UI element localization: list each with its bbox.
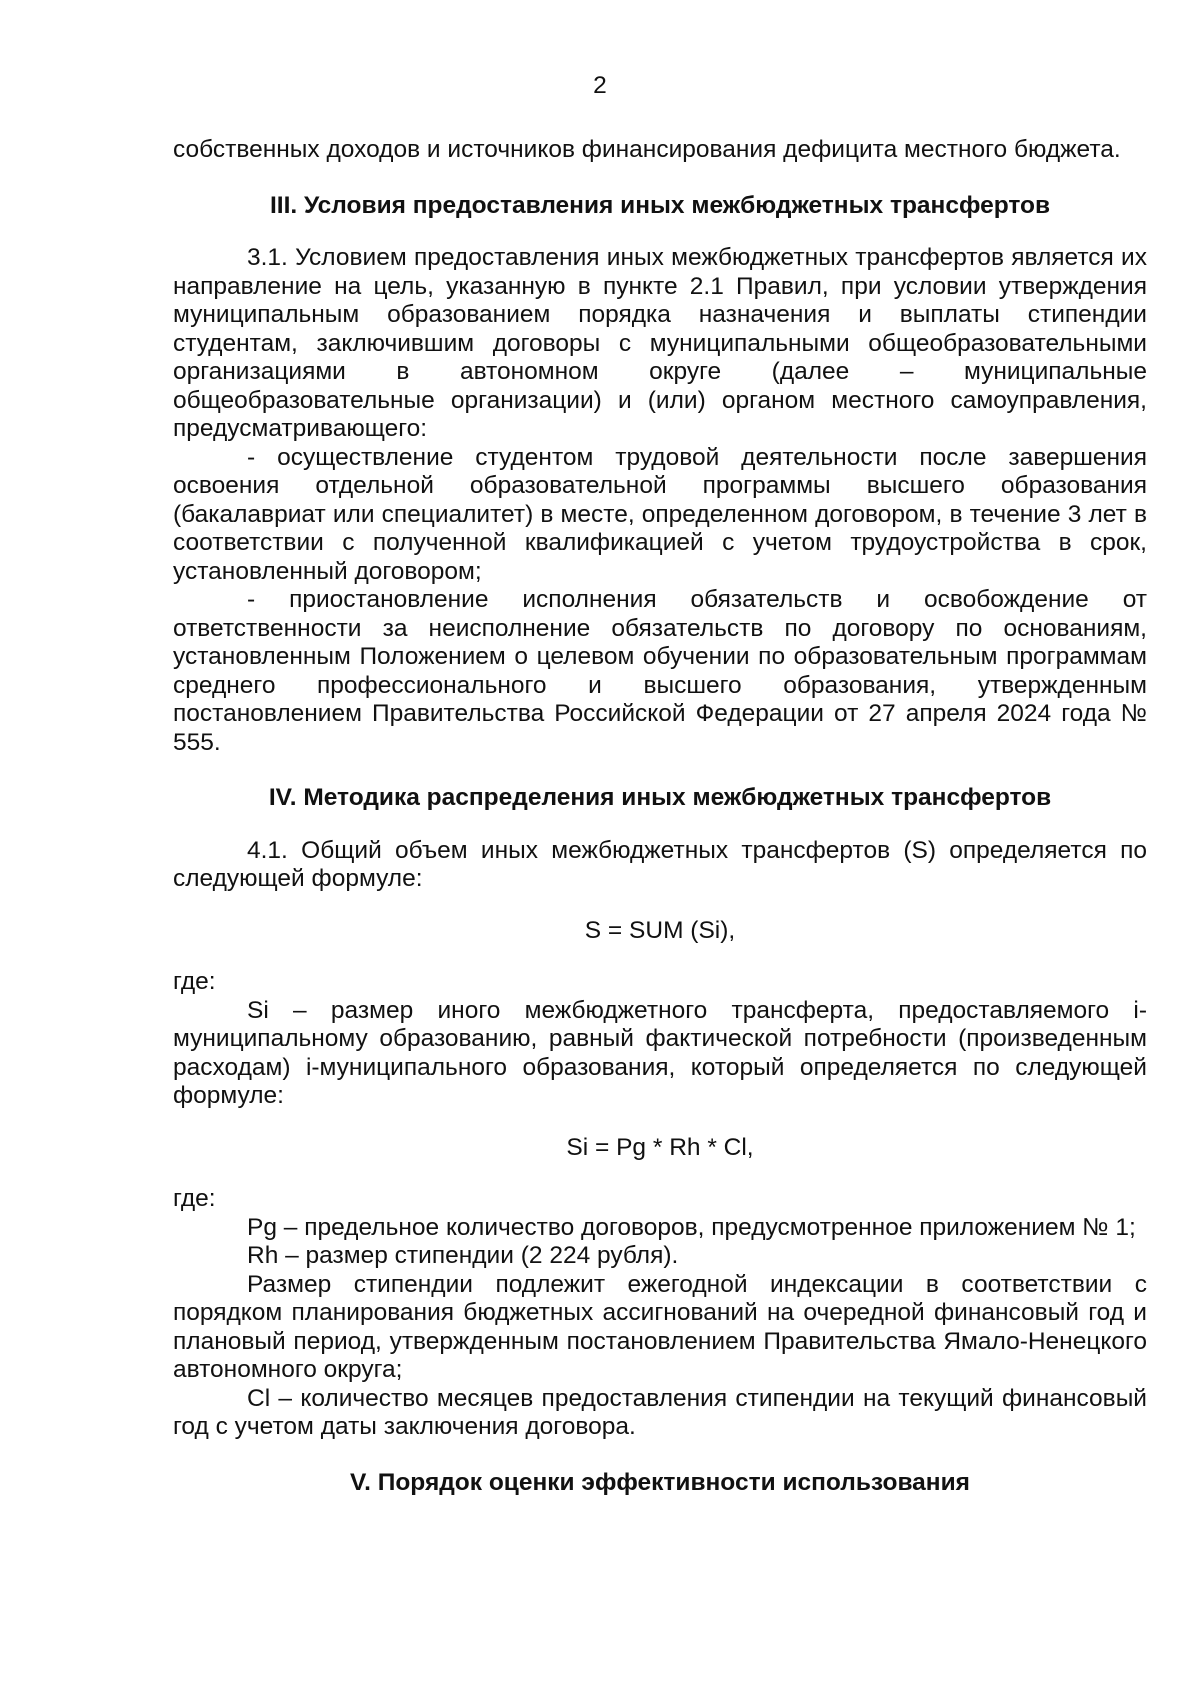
formula-total: S = SUM (Si), [584, 916, 736, 944]
indexation-paragraph: Размер стипендии подлежит ежегодной индексации в соответствии с порядком планирования бюджетных ассигнований на очередной финансовый год и плановый период, утвержденным постановлением Правительства Ямало-Ненецкого автономного округа; [173, 1270, 1147, 1383]
document-body [173, 136, 1147, 1497]
paragraph-4-1: 4.1. Общий объем иных межбюджетных трансфертов (S) определяется по следующей формуле: [173, 836, 1147, 892]
formula-si: Si = Pg * Rh * Cl, [566, 1133, 754, 1161]
si-definition: Si – размер иного межбюджетного трансферта, предоставляемого i-муниципальному образованию, равный фактической потребности (произведенным расходам) i-муниципального образования, который определяется по следующей формуле: [173, 996, 1147, 1109]
condition-bullet-1: - осуществление студентом трудовой деятельности после завершения освоения отдельной образовательной программы высшего образования (бакалавриат или специалитет) в месте, определенном договором, в течение 3 лет в соответствии с полученной квалификацией с учетом трудоустройства в срок, установленный договором; [173, 443, 1147, 585]
where-label-1: где: [173, 968, 216, 995]
page-number: 2 [593, 72, 607, 99]
condition-bullet-2: - приостановление исполнения обязательств и освобождение от ответственности за неисполнение обязательств по договору по основаниям, установленным Положением о целевом обучении по образовательным программам среднего профессионального и высшего образования, утвержденным постановлением Правительства Российской Федерации от 27 апреля 2024 года № 555. [173, 586, 1147, 756]
section-3-title: III. Условия предоставления иных межбюджетных трансфертов [269, 191, 1051, 219]
where-label-2: где: [173, 1185, 216, 1212]
section-5-title: V. Порядок оценки эффективности использования [350, 1468, 970, 1496]
intro-continuation: собственных доходов и источников финансирования дефицита местного бюджета. [173, 136, 1121, 163]
cl-definition: Cl – количество месяцев предоставления стипендии на текущий финансовый год с учетом даты заключения договора. [173, 1384, 1147, 1440]
paragraph-3-1: 3.1. Условием предоставления иных межбюджетных трансфертов является их направление на цель, указанную в пункте 2.1 Правил, при условии утверждения муниципальным образованием порядка назначения и выплаты стипендии студентам, заключившим договоры с муниципальными общеобразовательными организациями в автономном округе (далее – муниципальные общеобразовательные организации) и (или) органом местного самоуправления, предусматривающего: [173, 244, 1147, 442]
rh-definition: Rh – размер стипендии (2 224 рубля). [247, 1242, 679, 1269]
section-4-title: IV. Методика распределения иных межбюджетных трансфертов [268, 784, 1052, 811]
pg-definition: Pg – предельное количество договоров, предусмотренное приложением № 1; [247, 1213, 1136, 1241]
